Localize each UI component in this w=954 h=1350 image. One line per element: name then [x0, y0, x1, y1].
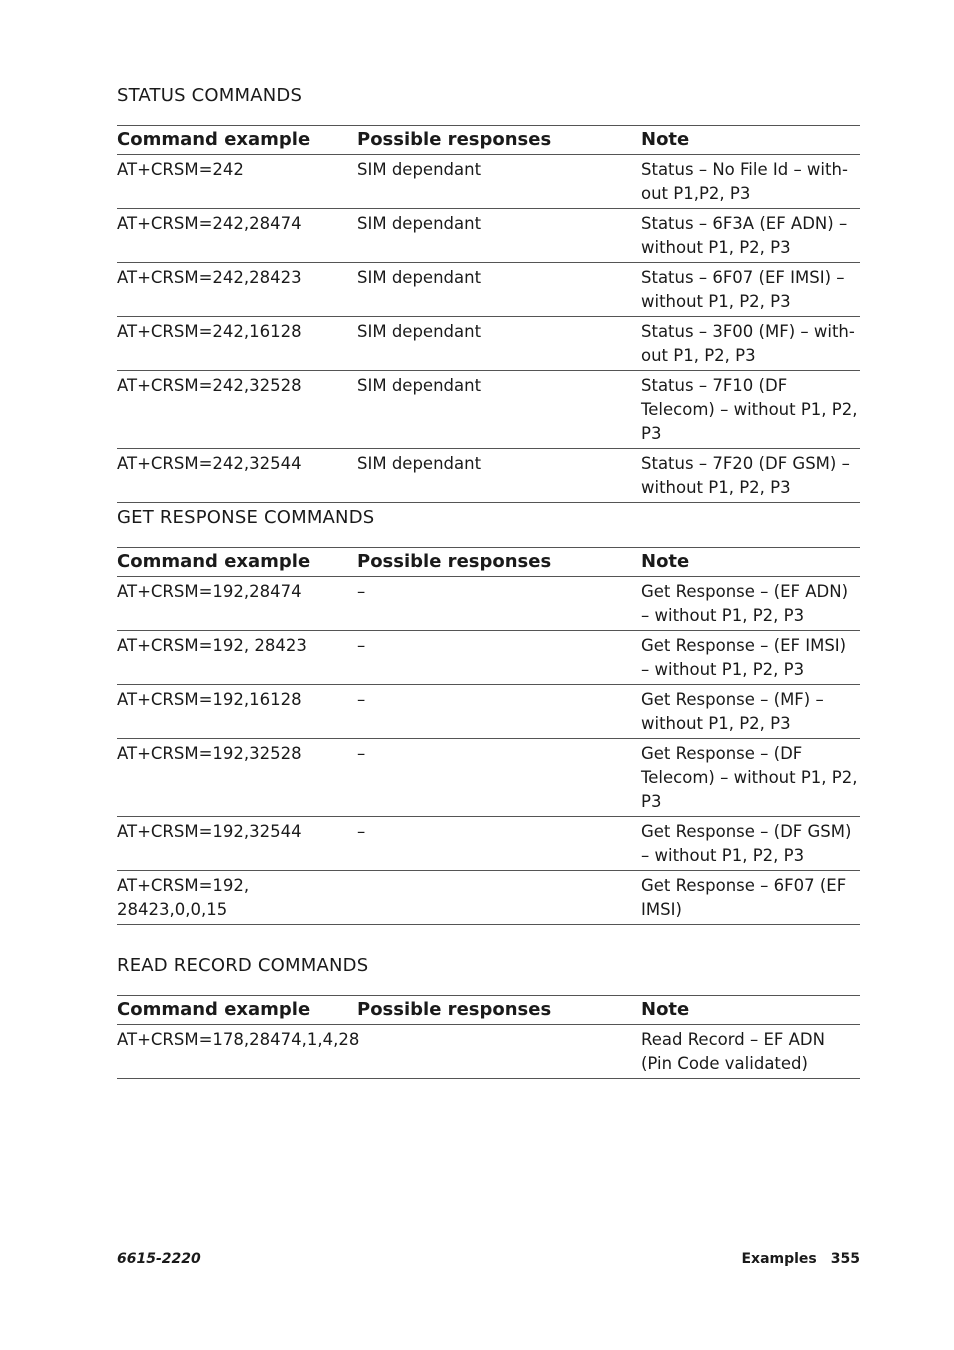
section-read-record-commands	[117, 955, 860, 1079]
cell-response: –	[357, 577, 641, 631]
cell-command: AT+CRSM=242,32544	[117, 449, 357, 503]
footer-right	[741, 1251, 860, 1267]
header-command: Command example	[117, 126, 357, 155]
cell-command: AT+CRSM=242	[117, 155, 357, 209]
table-row	[117, 871, 860, 925]
header-responses: Possible responses	[357, 126, 641, 155]
status-commands-table	[117, 125, 860, 503]
cell-command: AT+CRSM=178,28474,1,4,28	[117, 1025, 357, 1079]
table-header-row	[117, 548, 860, 577]
cell-note: Get Response – (DF Telecom) – without P1, P2, P3	[641, 739, 860, 817]
header-note: Note	[641, 996, 860, 1025]
header-command: Command example	[117, 548, 357, 577]
header-responses: Possible responses	[357, 548, 641, 577]
table-row	[117, 817, 860, 871]
cell-note: Status – 3F00 (MF) – with-out P1, P2, P3	[641, 317, 860, 371]
table-row	[117, 631, 860, 685]
cell-response: SIM dependant	[357, 155, 641, 209]
cell-response: –	[357, 631, 641, 685]
document-number: 6615-2220	[117, 1251, 201, 1267]
table-row	[117, 1025, 860, 1079]
table-row	[117, 685, 860, 739]
cell-response: SIM dependant	[357, 317, 641, 371]
section-get-response-commands	[117, 507, 860, 925]
cell-response: –	[357, 739, 641, 817]
cell-response: SIM dependant	[357, 371, 641, 449]
cell-command: AT+CRSM=192, 28423,0,0,15	[117, 871, 357, 925]
cell-note: Get Response – 6F07 (EF IMSI)	[641, 871, 860, 925]
cell-note: Status – 6F3A (EF ADN) – without P1, P2, P3	[641, 209, 860, 263]
cell-command: AT+CRSM=242,32528	[117, 371, 357, 449]
cell-note: Get Response – (MF) – without P1, P2, P3	[641, 685, 860, 739]
cell-command: AT+CRSM=192,32528	[117, 739, 357, 817]
cell-note: Read Record – EF ADN (Pin Code validated)	[641, 1025, 860, 1079]
read-record-commands-table	[117, 995, 860, 1079]
cell-command: AT+CRSM=242,28474	[117, 209, 357, 263]
cell-command: AT+CRSM=192,16128	[117, 685, 357, 739]
cell-response: SIM dependant	[357, 209, 641, 263]
header-note: Note	[641, 548, 860, 577]
table-header-row	[117, 126, 860, 155]
table-header-row	[117, 996, 860, 1025]
header-note: Note	[641, 126, 860, 155]
table-row	[117, 739, 860, 817]
footer-section-name: Examples	[741, 1251, 817, 1267]
cell-command: AT+CRSM=192,32544	[117, 817, 357, 871]
cell-note: Status – 6F07 (EF IMSI) – without P1, P2, P3	[641, 263, 860, 317]
cell-response: –	[357, 817, 641, 871]
table-row	[117, 263, 860, 317]
section-title: STATUS COMMANDS	[117, 85, 303, 106]
header-responses: Possible responses	[357, 996, 641, 1025]
cell-response: SIM dependant	[357, 263, 641, 317]
cell-note: Get Response – (EF IMSI) – without P1, P2, P3	[641, 631, 860, 685]
table-row	[117, 371, 860, 449]
cell-response	[357, 1025, 641, 1079]
table-row	[117, 209, 860, 263]
table-row	[117, 577, 860, 631]
cell-command: AT+CRSM=192,28474	[117, 577, 357, 631]
header-command: Command example	[117, 996, 357, 1025]
cell-command: AT+CRSM=192, 28423	[117, 631, 357, 685]
section-status-commands	[117, 85, 860, 503]
section-title: READ RECORD COMMANDS	[117, 955, 369, 976]
cell-note: Get Response – (DF GSM) – without P1, P2, P3	[641, 817, 860, 871]
cell-response	[357, 871, 641, 925]
page-number: 355	[830, 1251, 860, 1267]
table-row	[117, 155, 860, 209]
cell-note: Status – 7F10 (DF Telecom) – without P1, P2, P3	[641, 371, 860, 449]
cell-note: Status – 7F20 (DF GSM) – without P1, P2, P3	[641, 449, 860, 503]
section-title: GET RESPONSE COMMANDS	[117, 507, 375, 528]
get-response-commands-table	[117, 547, 860, 925]
cell-response: –	[357, 685, 641, 739]
cell-note: Status – No File Id – with-out P1,P2, P3	[641, 155, 860, 209]
cell-command: AT+CRSM=242,28423	[117, 263, 357, 317]
cell-note: Get Response – (EF ADN) – without P1, P2, P3	[641, 577, 860, 631]
table-row	[117, 317, 860, 371]
cell-command: AT+CRSM=242,16128	[117, 317, 357, 371]
cell-response: SIM dependant	[357, 449, 641, 503]
table-row	[117, 449, 860, 503]
